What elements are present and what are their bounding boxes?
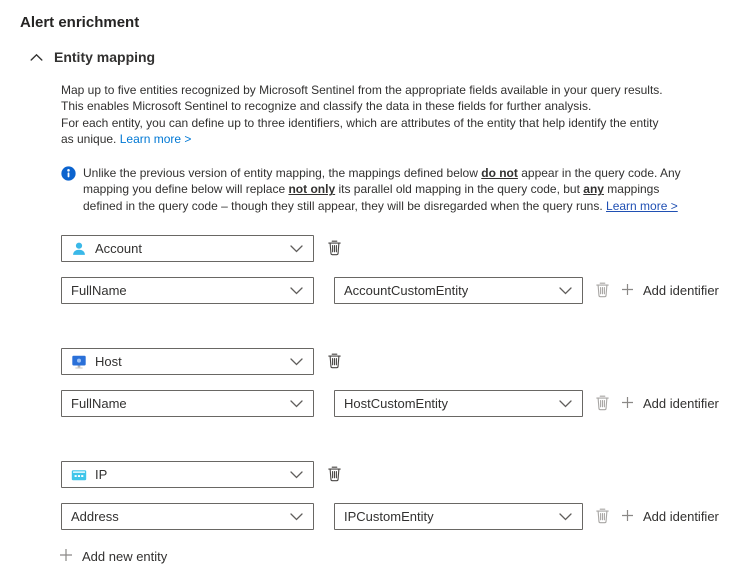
chevron-down-icon: [284, 245, 303, 253]
chevron-down-icon: [284, 358, 303, 366]
entity-type-value: IP: [95, 467, 108, 483]
add-identifier-label: Add identifier: [643, 283, 719, 299]
collapse-section-button[interactable]: [30, 50, 43, 65]
identifier-field-value: Address: [71, 509, 119, 525]
identifier-field-value: FullName: [71, 283, 127, 299]
chevron-down-icon: [284, 513, 303, 521]
entity-type-dropdown[interactable]: [61, 461, 314, 488]
delete-entity-button[interactable]: [327, 239, 342, 259]
delete-identifier-button[interactable]: [595, 394, 610, 414]
section-body: [61, 82, 733, 565]
add-new-entity-button[interactable]: [59, 548, 167, 565]
learn-more-link[interactable]: Learn more >: [119, 131, 192, 146]
trash-icon: [595, 507, 610, 527]
account-icon: [71, 241, 87, 257]
identifier-field-value: FullName: [71, 396, 127, 412]
trash-icon: [595, 281, 610, 301]
identifier-field-dropdown[interactable]: [61, 390, 314, 417]
entity-type-value: Host: [95, 354, 122, 370]
chevron-down-icon: [284, 287, 303, 295]
identifier-value: HostCustomEntity: [344, 396, 449, 412]
description-line: as unique.: [61, 131, 120, 146]
info-note: [61, 165, 733, 214]
identifier-value-dropdown[interactable]: [334, 277, 583, 304]
ip-icon: [71, 467, 87, 483]
plus-icon: [621, 509, 634, 525]
plus-icon: [621, 283, 634, 299]
trash-icon: [327, 465, 342, 485]
chevron-up-icon: [30, 50, 43, 65]
info-learn-more-link[interactable]: Learn more >: [606, 198, 678, 213]
section-title: Entity mapping: [54, 49, 156, 65]
identifier-field-dropdown[interactable]: [61, 277, 314, 304]
host-icon: [71, 354, 87, 370]
identifier-value-dropdown[interactable]: [334, 390, 583, 417]
chevron-down-icon: [553, 287, 572, 295]
plus-icon: [59, 548, 73, 565]
delete-entity-button[interactable]: [327, 465, 342, 485]
entity-group-account: [61, 235, 733, 304]
chevron-down-icon: [553, 513, 572, 521]
identifier-value-dropdown[interactable]: [334, 503, 583, 530]
add-identifier-label: Add identifier: [643, 396, 719, 412]
entity-type-dropdown[interactable]: [61, 348, 314, 375]
delete-identifier-button[interactable]: [595, 281, 610, 301]
identifier-field-dropdown[interactable]: [61, 503, 314, 530]
page-title: Alert enrichment: [20, 14, 140, 31]
info-note-text: Unlike the previous version of entity mapping, the mappings defined below do not appear in the query code. Any mapping you define below will replace not only its parallel old mapping in the query code, but any mappings defined in the query code – though they still appear, they will be disregarded when the query runs. Learn more >: [83, 166, 681, 213]
chevron-down-icon: [284, 471, 303, 479]
identifier-value: IPCustomEntity: [344, 509, 434, 525]
add-identifier-button[interactable]: [621, 509, 719, 525]
add-identifier-label: Add identifier: [643, 509, 719, 525]
add-identifier-button[interactable]: [621, 396, 719, 412]
entity-group-ip: [61, 461, 733, 530]
chevron-down-icon: [553, 400, 572, 408]
section-description: [61, 82, 733, 147]
identifier-value: AccountCustomEntity: [344, 283, 469, 299]
entity-mapping-section-header: [30, 49, 733, 66]
add-identifier-button[interactable]: [621, 283, 719, 299]
add-new-entity-label: Add new entity: [82, 549, 168, 565]
info-icon: [61, 166, 76, 214]
description-line: This enables Microsoft Sentinel to recognize and classify the data in these fields for further analysis.: [61, 99, 592, 114]
description-line: For each entity, you can define up to three identifiers, which are attributes of the entity that help identify the entity: [61, 115, 659, 130]
plus-icon: [621, 396, 634, 412]
trash-icon: [327, 239, 342, 259]
trash-icon: [327, 352, 342, 372]
entity-type-dropdown[interactable]: [61, 235, 314, 262]
delete-identifier-button[interactable]: [595, 507, 610, 527]
entity-group-host: [61, 348, 733, 417]
entity-type-value: Account: [95, 241, 142, 257]
chevron-down-icon: [284, 400, 303, 408]
delete-entity-button[interactable]: [327, 352, 342, 372]
description-line: Map up to five entities recognized by Microsoft Sentinel from the appropriate fields available in your query results.: [61, 83, 663, 97]
trash-icon: [595, 394, 610, 414]
